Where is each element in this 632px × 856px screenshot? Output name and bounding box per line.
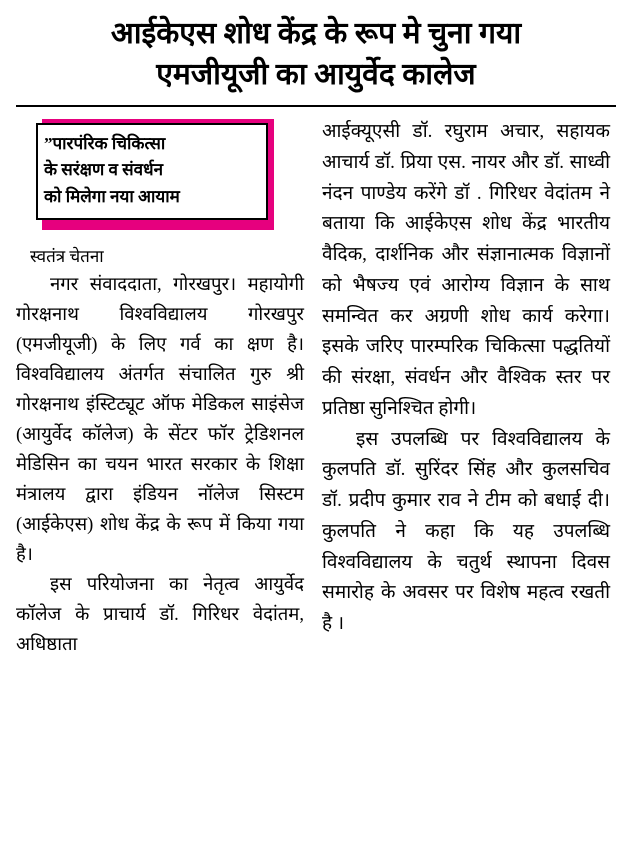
headline-line-2: एमजीयूजी का आयुर्वेद कालेज — [156, 57, 476, 91]
left-column — [16, 117, 304, 661]
kicker-line-1: ” पारपंरिक चिकित्सा — [44, 131, 260, 157]
kicker-line-2: के सरंक्षण व संवर्धन — [44, 160, 164, 180]
kicker-box — [42, 119, 274, 230]
page-title — [16, 14, 616, 95]
headline-divider — [16, 105, 616, 107]
kicker-inner-box — [36, 123, 268, 220]
article-columns — [16, 117, 616, 661]
right-paragraph-2: इस उपलब्धि पर विश्वविद्यालय के कुलपति डॉ. सुरिंदर सिंह और कुलसचिव डॉ. प्रदीप कुमार राव ने टीम को बधाई दी। कुलपति ने कहा कि यह उपलब्धि विश्वविद्यालय के चतुर्थ स्थापना दिवस समारोह के अवसर पर विशेष महत्व रखती है । — [322, 428, 610, 635]
right-column — [322, 117, 610, 640]
left-paragraph-2: इस परियोजना का नेतृत्व आयुर्वेद कॉलेज के प्राचार्य डॉ. गिरिधर वेदांतम, अधिष्ठाता — [16, 574, 304, 655]
left-paragraph-1: नगर संवाददाता, गोरखपुर। महायोगी गोरक्षनाथ विश्वविद्यालय गोरखपुर (एमजीयूजी) के लिए गर्व का क्षण है। विश्वविद्यालय अंतर्गत संचालित गुरु श्री गोरक्षनाथ इंस्टिट्यूट ऑफ मेडिकल साइंसेज (आयुर्वेद कॉलेज) के सेंटर फॉर ट्रेडिशनल मेडिसिन का चयन भारत सरकार के शिक्षा मंत्रालय द्वारा इंडियन नॉलेज सिस्टम (आईकेएस) शोध केंद्र के रूप में किया गया है। — [16, 275, 304, 565]
right-paragraph-1: आईक्यूएसी डॉ. रघुराम अचार, सहायक आचार्य डॉ. प्रिया एस. नायर और डॉ. साध्वी नंदन पाण्डेय करेंगे डॉ . गिरिधर वेदांतम ने बताया कि आईकेएस शोध केंद्र भारतीय वैदिक, दार्शनिक और संज्ञानात्मक विज्ञानों को भैषज्य एवं आरोग्य विज्ञान के साथ समन्वित कर अग्रणी शोध कार्य करेगा। इसके जरिए पारम्परिक चिकित्सा पद्धतियों की संरक्षा, संवर्धन और वैश्विक स्तर पर प्रतिष्ठा सुनिश्चित होगी। — [322, 121, 610, 419]
kicker-line-3: को मिलेगा नया आयाम — [44, 186, 180, 206]
headline-line-1: आईकेएस शोध केंद्र के रूप मे चुना गया — [110, 17, 522, 50]
byline: स्वतंत्र चेतना — [30, 247, 104, 267]
